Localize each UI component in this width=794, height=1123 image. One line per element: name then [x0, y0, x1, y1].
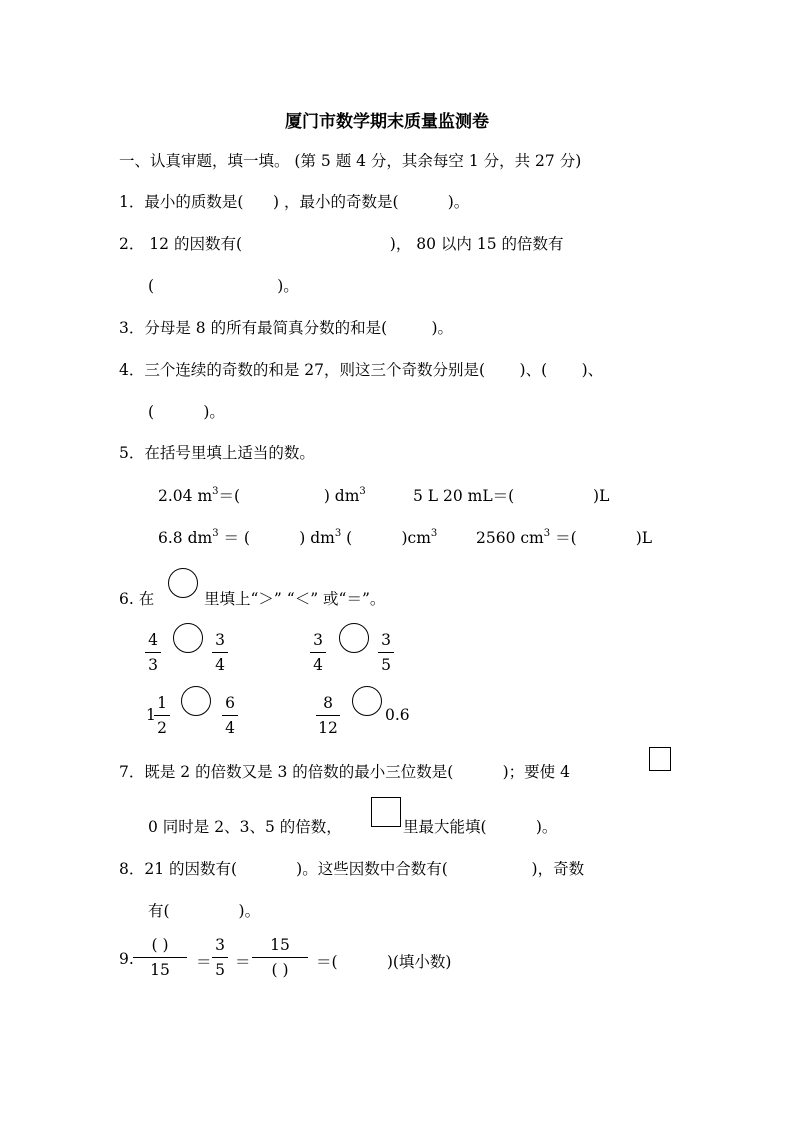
- fraction-bar: [212, 652, 228, 653]
- cube-superscript: 3: [430, 528, 438, 539]
- compare-circle[interactable]: [173, 623, 203, 653]
- q5-b-mid2: ( )cm: [341, 529, 431, 547]
- fraction: [212, 936, 228, 979]
- fraction-bar: [222, 715, 238, 716]
- question-3: 3．分母是 8 的所有最简真分数的和是( )。: [119, 319, 454, 337]
- decimal-value: 0.6: [385, 706, 410, 724]
- fraction-bar: [133, 957, 187, 958]
- fraction-bar: [378, 652, 394, 653]
- fraction-bar: [212, 957, 228, 958]
- section-heading: 一、认真审题，填一填。 (第 5 题 4 分，其余每空 1 分，共 27 分): [119, 152, 582, 170]
- fraction: [212, 631, 228, 674]
- q5-b-right: 2560 cm: [476, 529, 544, 547]
- fraction-bar: [145, 652, 161, 653]
- question-1: 1．最小的质数是( ) ，最小的奇数是( )。: [119, 193, 470, 211]
- question-4-line-2: ( )。: [148, 403, 225, 421]
- square-box[interactable]: [649, 747, 671, 771]
- circle-icon: [168, 568, 198, 598]
- mixed-whole: 1: [146, 706, 156, 724]
- denominator: 5: [381, 656, 391, 674]
- numerator: 3: [215, 631, 225, 649]
- denominator: 4: [225, 719, 235, 737]
- q5-b-right2: ＝( )L: [550, 529, 653, 547]
- q5-b-left: 6.8 dm: [158, 529, 213, 547]
- question-6-suffix: 里填上“＞” “＜” 或“＝”。: [204, 590, 386, 608]
- question-9-tail: ＝( )(填小数): [316, 953, 452, 971]
- q5-row-a: [158, 484, 366, 506]
- fraction: [222, 694, 238, 737]
- fraction: [133, 936, 187, 979]
- cube-superscript: 3: [334, 528, 342, 539]
- question-7-line-2b: 里最大能填( )。: [403, 818, 558, 836]
- q5-row-b: [158, 526, 437, 548]
- fraction: [316, 694, 340, 737]
- question-7-line-1: 7．既是 2 的倍数又是 3 的倍数的最小三位数是( )；要使 4: [119, 763, 570, 781]
- denominator: 2: [157, 719, 167, 737]
- question-6-prefix: 6. 在: [119, 590, 155, 608]
- square-box[interactable]: [371, 797, 401, 827]
- q5-a-left: 2.04 m: [158, 487, 213, 505]
- cube-superscript: 3: [543, 528, 551, 539]
- cube-superscript: 3: [212, 486, 219, 497]
- numerator: 1: [157, 694, 167, 712]
- numerator-blank: ( ): [151, 936, 169, 954]
- fraction-bar: [316, 715, 340, 716]
- denominator: 3: [148, 656, 158, 674]
- compare-circle[interactable]: [181, 686, 211, 716]
- denominator: 15: [150, 961, 170, 979]
- numerator: 3: [313, 631, 323, 649]
- question-7-line-2a: 0 同时是 2、3、5 的倍数，: [148, 818, 342, 836]
- question-9-label: 9.: [119, 950, 134, 968]
- numerator: 8: [323, 694, 333, 712]
- fraction-bar: [252, 957, 308, 958]
- page-title: 厦门市数学期末质量监测卷: [285, 112, 489, 132]
- fraction: [378, 631, 394, 674]
- question-2-line-1: 2． 12 的因数有( )， 80 以内 15 的倍数有: [119, 235, 564, 253]
- fraction: [145, 631, 161, 674]
- cube-superscript: 3: [359, 486, 366, 497]
- cube-superscript: 3: [212, 528, 219, 539]
- q5-b-mid: ＝ ( ) dm: [218, 529, 335, 547]
- q5-row-a-right: 5 L 20 mL＝( )L: [413, 487, 610, 505]
- numerator: 15: [270, 936, 290, 954]
- numerator: 6: [225, 694, 235, 712]
- q5-row-b-right: [476, 526, 652, 548]
- denominator: 12: [318, 719, 338, 737]
- compare-circle[interactable]: [339, 623, 369, 653]
- equals-sign: ＝: [196, 953, 212, 971]
- fraction-bar: [310, 652, 326, 653]
- q5-a-mid: ＝( ) dm: [218, 487, 360, 505]
- equals-sign: ＝: [235, 953, 251, 971]
- question-2-line-2: ( )。: [148, 277, 299, 295]
- fraction: [252, 936, 308, 979]
- denominator: 4: [215, 656, 225, 674]
- numerator: 3: [381, 631, 391, 649]
- denominator: 4: [313, 656, 323, 674]
- compare-circle[interactable]: [352, 686, 382, 716]
- fraction: [310, 631, 326, 674]
- denominator: 5: [215, 961, 225, 979]
- fraction-bar: [154, 715, 170, 716]
- question-4-line-1: 4．三个连续的奇数的和是 27，则这三个奇数分别是( )、( )、: [119, 361, 604, 379]
- numerator: 4: [148, 631, 158, 649]
- question-8-line-2: 有( )。: [148, 902, 261, 920]
- numerator: 3: [215, 936, 225, 954]
- question-5: 5．在括号里填上适当的数。: [119, 444, 315, 462]
- question-8-line-1: 8．21 的因数有( )。这些因数中合数有( )，奇数: [119, 860, 585, 878]
- fraction: [154, 694, 170, 737]
- denominator-blank: ( ): [271, 961, 289, 979]
